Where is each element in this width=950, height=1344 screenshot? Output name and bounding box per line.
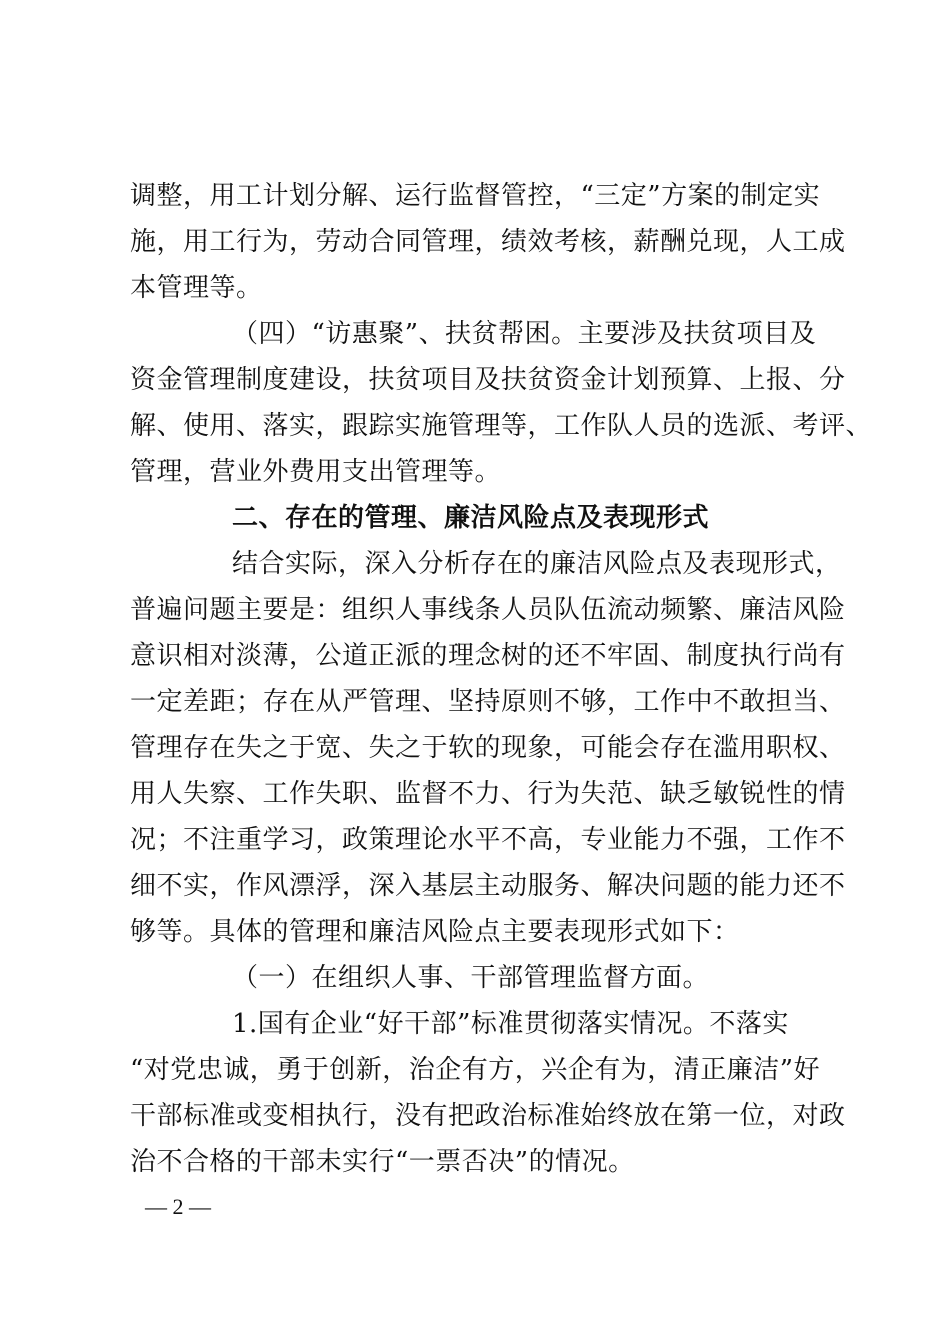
text-line: 解、使用、落实，跟踪实施管理等，工作队人员的选派、考评、 [130, 411, 873, 441]
text-line: 一定差距；存在从严管理、坚持原则不够，工作中不敢担当、 [130, 687, 846, 717]
text-line: 资金管理制度建设，扶贫项目及扶贫资金计划预算、上报、分 [130, 365, 846, 395]
text-line: 用人失察、工作失职、监督不力、行为失范、缺乏敏锐性的情 [130, 779, 846, 809]
section-heading: 二、存在的管理、廉洁风险点及表现形式 [232, 503, 710, 533]
text-line: 管理，营业外费用支出管理等。 [130, 457, 502, 487]
text-line: 治不合格的干部未实行“一票否决”的情况。 [130, 1147, 635, 1177]
text-line: 调整，用工计划分解、运行监督管控，“三定”方案的制定实 [130, 181, 821, 211]
text-line: “对党忠诚，勇于创新，治企有方，兴企有为，清正廉洁”好 [130, 1055, 821, 1085]
section-four-heading-line: （四）“访惠聚”、扶贫帮困。主要涉及扶贫项目及 [232, 319, 817, 349]
subsection-heading: （一）在组织人事、干部管理监督方面。 [232, 963, 710, 993]
page-number: — 2 — [145, 1194, 211, 1219]
text-line: 意识相对淡薄，公道正派的理念树的还不牢固、制度执行尚有 [130, 641, 846, 671]
text-line: 够等。具体的管理和廉洁风险点主要表现形式如下： [130, 917, 740, 947]
text-line: 施，用工行为，劳动合同管理，绩效考核，薪酬兑现，人工成 [130, 227, 846, 257]
text-line: 细不实，作风漂浮，深入基层主动服务、解决问题的能力还不 [130, 871, 846, 901]
item-one-start: 1.国有企业“好干部”标准贯彻落实情况。不落实 [232, 1009, 789, 1039]
text-line: 况；不注重学习，政策理论水平不高，专业能力不强，工作不 [130, 825, 846, 855]
paragraph-start: 结合实际，深入分析存在的廉洁风险点及表现形式， [232, 549, 842, 579]
text-line: 普遍问题主要是：组织人事线条人员队伍流动频繁、廉洁风险 [130, 595, 846, 625]
text-line: 本管理等。 [130, 273, 263, 303]
text-line: 管理存在失之于宽、失之于软的现象，可能会存在滥用职权、 [130, 733, 846, 763]
text-line: 干部标准或变相执行，没有把政治标准始终放在第一位，对政 [130, 1101, 846, 1131]
